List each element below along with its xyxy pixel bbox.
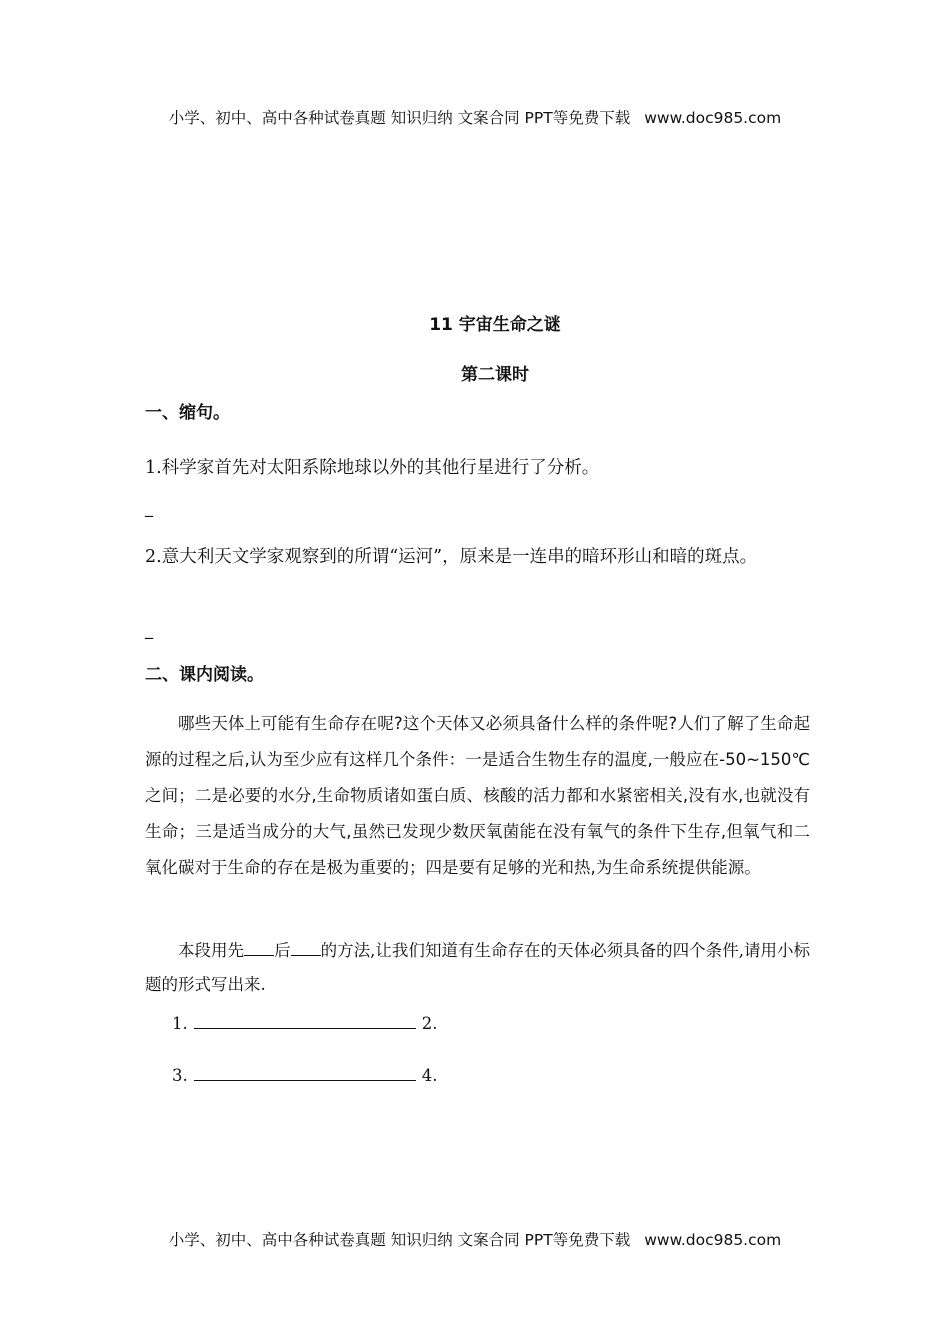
- question-1-answer: _: [145, 498, 153, 517]
- answer-num-3: 3.: [172, 1066, 188, 1085]
- answer-line-3[interactable]: [194, 1062, 416, 1081]
- footer-banner: [0, 1228, 950, 1250]
- blank-2[interactable]: [291, 937, 321, 956]
- header-banner-text: 小学、初中、高中各种试卷真题 知识归纳 文案合同 PPT等免费下载: [168, 109, 631, 127]
- header-banner: [0, 106, 950, 128]
- section1-heading: 一、缩句。: [145, 403, 230, 423]
- passage-text: 哪些天体上可能有生命存在呢?这个天体又必须具备什么样的条件呢?人们了解了生命起源的过程之后,认为至少应有这样几个条件：一是适合生物生存的温度,一般应在-50~150℃之间；二是必要的水分,生命物质诸如蛋白质、核酸的活力都和水紧密相关,没有水,也就没有生命；三是适当成分的大气,虽然已发现少数厌氧菌能在没有氧气的条件下生存,但氧气和二氧化碳对于生命的存在是极为重要的；四是要有足够的光和热,为生命系统提供能源。: [145, 714, 810, 877]
- page-subtitle: 第二课时: [461, 365, 529, 385]
- question-text-3: 的方法,让我们知道有生命存在的天体必须具备的四个条件,请用小标题的形式写出来.: [145, 941, 811, 994]
- reading-question: [145, 934, 810, 1002]
- blank-1[interactable]: [244, 937, 274, 956]
- section2-heading: 二、课内阅读。: [145, 665, 264, 685]
- page-title: 11 宇宙生命之谜: [429, 315, 561, 335]
- answer-row-1: [172, 1010, 438, 1033]
- footer-banner-text: 小学、初中、高中各种试卷真题 知识归纳 文案合同 PPT等免费下载: [168, 1231, 631, 1249]
- answer-line-1[interactable]: [194, 1010, 416, 1029]
- answer-num-2: 2.: [421, 1014, 438, 1033]
- answer-row-2: [172, 1062, 438, 1085]
- question-2-answer: _: [145, 620, 153, 639]
- question-text-2: 后: [274, 941, 291, 960]
- reading-passage: [145, 706, 810, 886]
- question-text-1: 本段用先: [178, 941, 245, 960]
- answer-num-4: 4.: [421, 1066, 438, 1085]
- answer-num-1: 1.: [172, 1014, 188, 1033]
- footer-banner-url[interactable]: www.doc985.com: [644, 1231, 782, 1249]
- header-banner-url[interactable]: www.doc985.com: [644, 109, 782, 127]
- question-1: 1.科学家首先对太阳系除地球以外的其他行星进行了分析。: [145, 458, 600, 478]
- question-2: 2.意大利天文学家观察到的所谓“运河”，原来是一连串的暗环形山和暗的斑点。: [145, 547, 758, 567]
